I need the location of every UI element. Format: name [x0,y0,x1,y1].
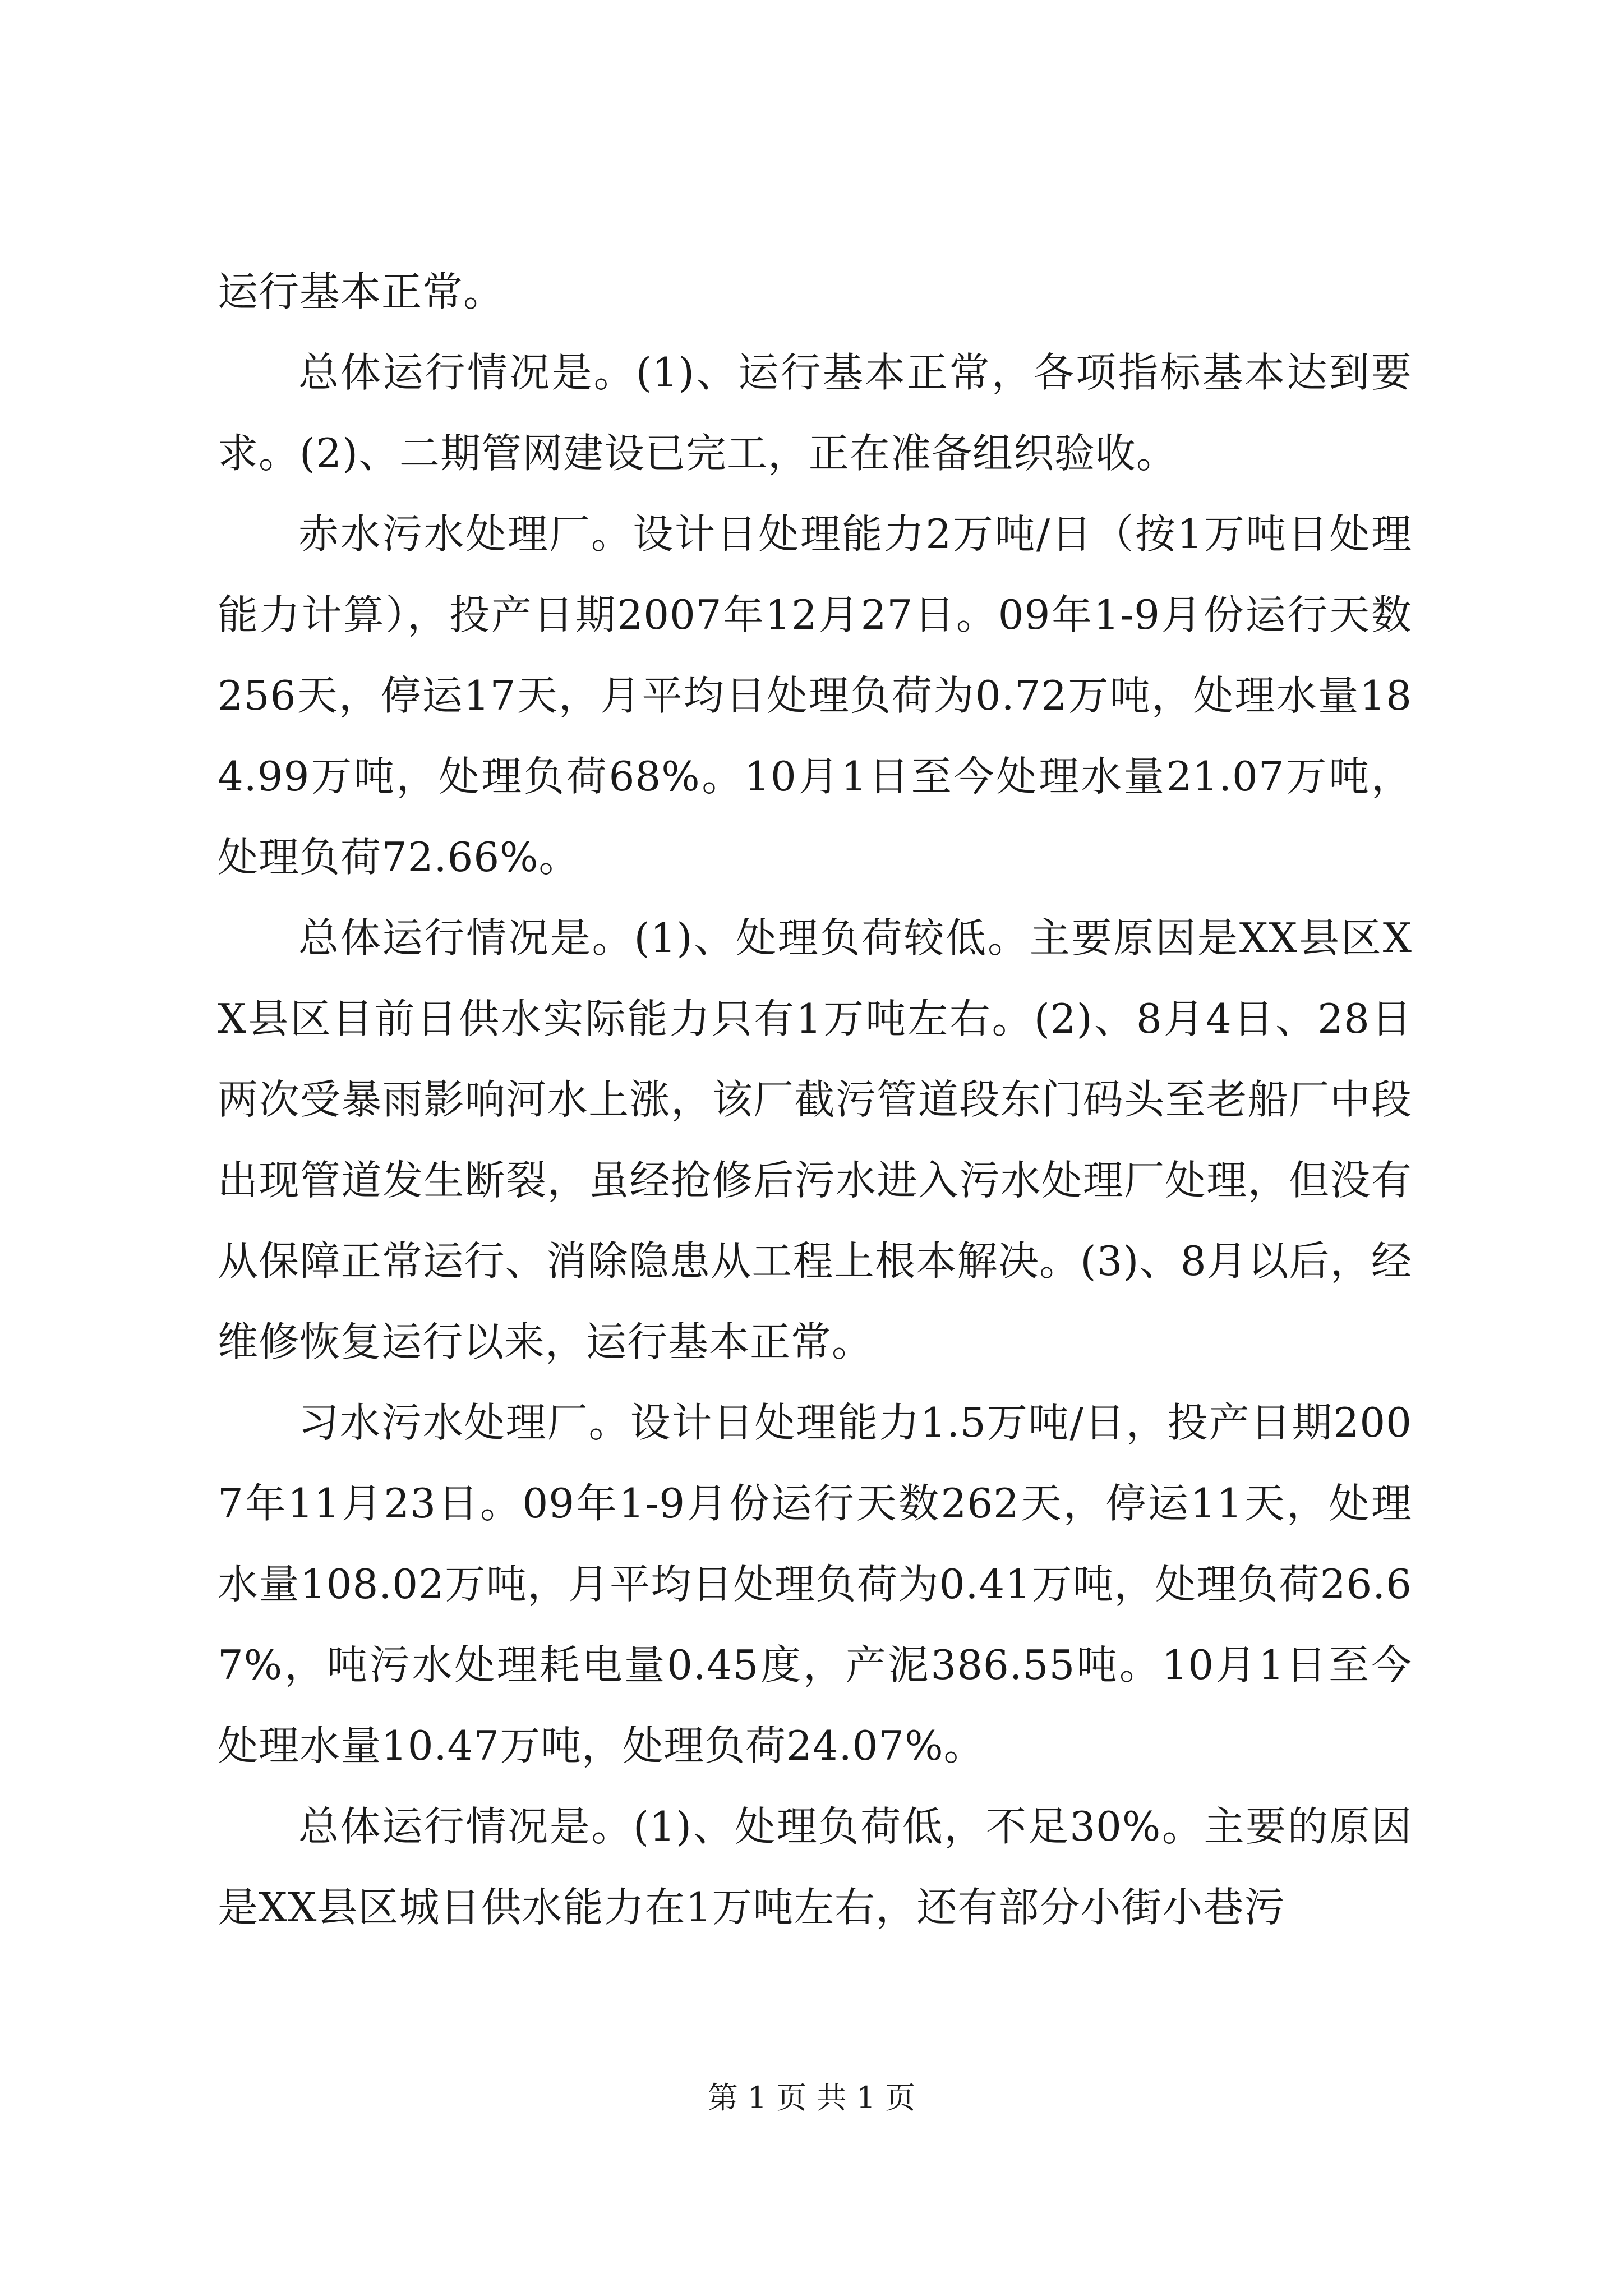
paragraph-continuation: 运行基本正常。 [218,268,505,315]
paragraph-overall-status-1: 总体运行情况是。(1)、运行基本正常，各项指标基本达到要求。(2)、二期管网建设已完工，正在准备组织验收。 [218,349,1412,477]
paragraph-chishui-plant: 赤水污水处理厂。设计日处理能力2万吨/日（按1万吨日处理能力计算），投产日期2007年12月27日。09年1-9月份运行天数256天，停运17天，月平均日处理负荷为0.72万吨，处理水量184.99万吨，处理负荷68%。10月1日至今处理水量21.07万吨，处理负荷72.66%。 [218,510,1412,881]
document-body [218,251,1412,1948]
paragraph-overall-status-2: 总体运行情况是。(1)、处理负荷较低。主要原因是XX县区XX县区目前日供水实际能力只有1万吨左右。(2)、8月4日、28日两次受暴雨影响河水上涨，该厂截污管道段东门码头至老船厂中段出现管道发生断裂，虽经抢修后污水进入污水处理厂处理，但没有从保障正常运行、消除隐患从工程上根本解决。(3)、8月以后，经维修恢复运行以来，运行基本正常。 [218,914,1412,1365]
page-footer: 第 1 页 共 1 页 [707,2080,916,2115]
paragraph-overall-status-3: 总体运行情况是。(1)、处理负荷低，不足30%。主要的原因是XX县区城日供水能力在1万吨左右，还有部分小街小巷污 [218,1803,1412,1931]
paragraph-xishui-plant: 习水污水处理厂。设计日处理能力1.5万吨/日，投产日期2007年11月23日。09年1-9月份运行天数262天，停运11天，处理水量108.02万吨，月平均日处理负荷为0.41万吨，处理负荷26.67%，吨污水处理耗电量0.45度，产泥386.55吨。10月1日至今处理水量10.47万吨，处理负荷24.07%。 [218,1399,1412,1769]
